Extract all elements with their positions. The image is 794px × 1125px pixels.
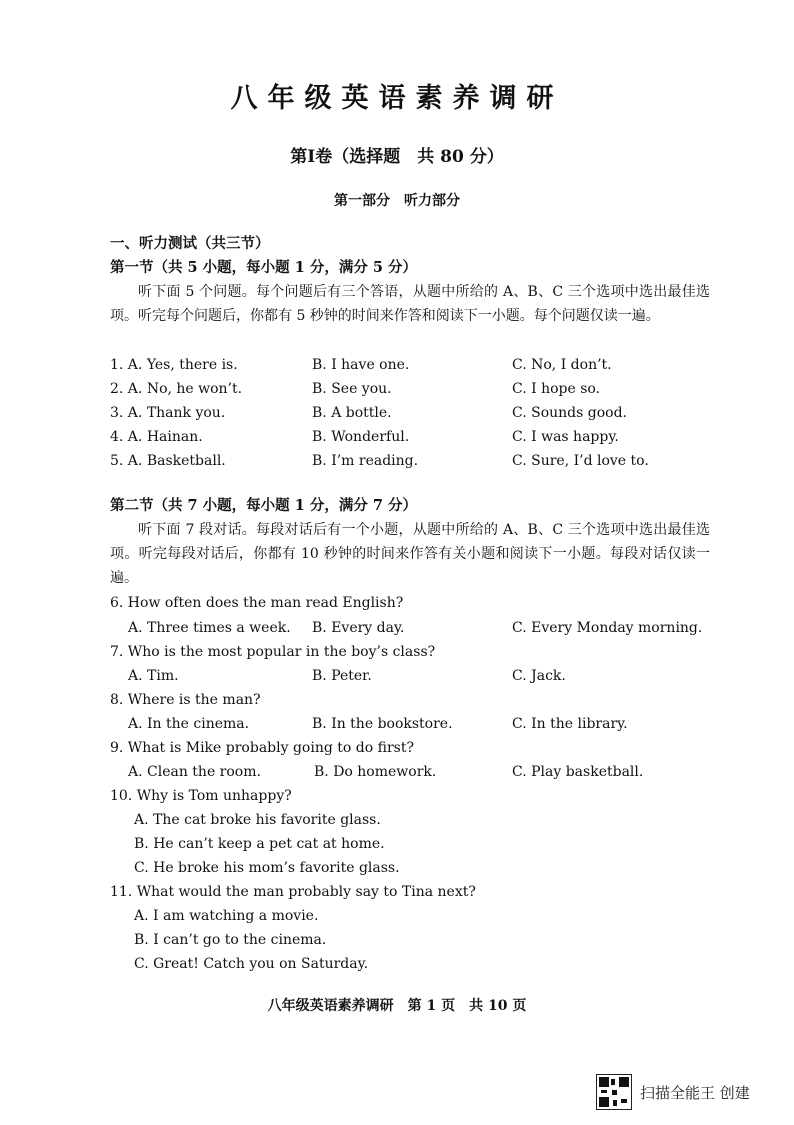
option-c: C. I was happy. [512, 429, 619, 445]
qr-code-icon [596, 1074, 632, 1110]
option-b: B. A bottle. [312, 405, 392, 421]
option-a: A. The cat broke his favorite glass. [134, 812, 381, 828]
question-stem-7: 7. Who is the most popular in the boy’s class? [110, 644, 436, 660]
question-stem-8: 8. Where is the man? [110, 692, 261, 708]
question-row-3 [110, 401, 710, 425]
section2-subheading: 第二节（共 7 小题，每小题 1 分，满分 7 分） [110, 497, 418, 514]
option-c: C. Jack. [512, 668, 566, 684]
option-c: C. Sure, I’d love to. [512, 453, 649, 469]
option-a: 3. A. Thank you. [110, 405, 226, 421]
section1-instruction: 听下面 5 个问题。每个问题后有三个答语，从题中所给的 A、B、C 三个选项中选出最佳选项。听完每个问题后，你都有 5 秒钟的时间来作答和阅读下一小题。每个问题仅读一遍。 [110, 284, 710, 324]
option-a: A. Tim. [128, 668, 179, 684]
option-b: B. In the bookstore. [312, 716, 453, 732]
section1-heading: 一、听力测试（共三节） [110, 235, 270, 252]
option-a: 5. A. Basketball. [110, 453, 226, 469]
option-b: B. I can’t go to the cinema. [134, 932, 327, 948]
option-a: 4. A. Hainan. [110, 429, 203, 445]
option-c: C. I hope so. [512, 381, 601, 397]
option-a: 2. A. No, he won’t. [110, 381, 243, 397]
question-stem-6: 6. How often does the man read English? [110, 595, 404, 611]
option-a: A. Clean the room. [128, 764, 261, 780]
option-b: B. He can’t keep a pet cat at home. [134, 836, 385, 852]
question-stem-10: 10. Why is Tom unhappy? [110, 788, 292, 804]
part-title: 第一部分 听力部分 [334, 193, 460, 209]
scanner-watermark [596, 1074, 750, 1110]
option-b: B. Wonderful. [312, 429, 410, 445]
option-c: C. In the library. [512, 716, 628, 732]
option-c: C. He broke his mom’s favorite glass. [134, 860, 400, 876]
question-row-1 [110, 353, 710, 377]
option-b: B. I’m reading. [312, 453, 419, 469]
option-a: A. Three times a week. [128, 620, 291, 636]
option-b: B. Every day. [312, 620, 405, 636]
option-b: B. See you. [312, 381, 392, 397]
option-b: B. Peter. [312, 668, 372, 684]
volume-title: 第Ⅰ卷（选择题 共 80 分） [290, 147, 504, 167]
option-b: B. I have one. [312, 357, 410, 373]
question-stem-11: 11. What would the man probably say to Tina next? [110, 884, 476, 900]
page-footer: 八年级英语素养调研 第 1 页 共 10 页 [267, 998, 527, 1014]
option-b: B. Do homework. [314, 764, 437, 780]
question-stem-9: 9. What is Mike probably going to do first? [110, 740, 414, 756]
option-c: C. No, I don’t. [512, 357, 612, 373]
option-c: C. Every Monday morning. [512, 620, 703, 636]
option-c: C. Great! Catch you on Saturday. [134, 956, 369, 972]
section2-instruction: 听下面 7 段对话。每段对话后有一个小题，从题中所给的 A、B、C 三个选项中选出最佳选项。听完每段对话后，你都有 10 秒钟的时间来作答有关小题和阅读下一小题。每段对话仅读一遍。 [110, 522, 710, 586]
question-options-9 [110, 760, 710, 784]
question-options-8 [110, 712, 710, 736]
section1-block [110, 232, 710, 328]
watermark-text: 扫描全能王 创建 [640, 1083, 750, 1102]
option-c: C. Sounds good. [512, 405, 627, 421]
question-row-2 [110, 377, 710, 401]
section1-subheading: 第一节（共 5 小题，每小题 1 分，满分 5 分） [110, 259, 418, 276]
question-options-7 [110, 664, 710, 688]
question-row-4 [110, 425, 710, 449]
section2-block [110, 494, 710, 590]
option-a: A. I am watching a movie. [134, 908, 319, 924]
option-a: 1. A. Yes, there is. [110, 357, 238, 373]
question-row-5 [110, 449, 710, 473]
option-c: C. Play basketball. [512, 764, 644, 780]
option-a: A. In the cinema. [128, 716, 250, 732]
page-title: 八年级英语素养调研 [230, 83, 564, 114]
question-options-6 [110, 616, 710, 640]
